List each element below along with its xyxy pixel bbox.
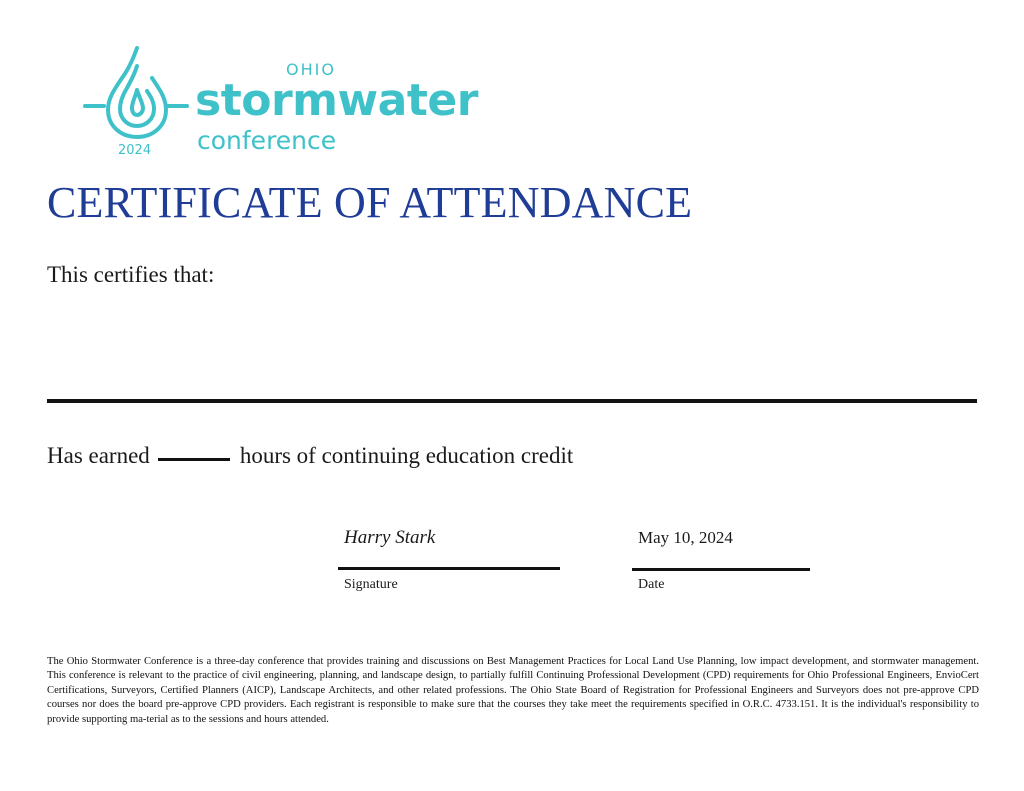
signature-label: Signature bbox=[344, 577, 398, 592]
date-value: May 10, 2024 bbox=[638, 528, 733, 547]
logo-region-text: OHIO bbox=[286, 60, 336, 79]
hours-earned-statement bbox=[47, 443, 573, 469]
logo-name-text: stormwater bbox=[195, 75, 478, 126]
water-drop-icon bbox=[82, 42, 192, 152]
recipient-name-line bbox=[47, 399, 977, 403]
earned-suffix: hours of continuing education credit bbox=[239, 443, 574, 468]
signature-line bbox=[338, 567, 560, 570]
hours-blank-line bbox=[158, 458, 230, 461]
footer-disclaimer: The Ohio Stormwater Conference is a three-day conference that provides training and discussions on Best Management Practices for Local Land Use Planning, low impact development, and stormwater management. This conference is relevant to the practice of civil engineering, planning, and landscape design, to partially fulfill Continuing Professional Development (CPD) requirements for Ohio Professional Engineers, EnvioCert Certifications, Surveyors, Certified Planners (AICP), Landscape Architects, and other related professions. The Ohio State Board of Registration for Professional Engineers and Surveyors does not pre-approve CPD courses nor does the board pre-approve CPD providers. Each registrant is responsible to make sure that the courses they take meet the requirements specified in O.R.C. 4733.151. It is the individual's responsibility to provide supporting ma-terial as to the sessions and hours attended. bbox=[47, 656, 979, 725]
certifies-text: This certifies that: bbox=[47, 262, 215, 287]
earned-prefix: Has earned bbox=[47, 443, 150, 468]
signature-value: Harry Stark bbox=[344, 527, 436, 548]
conference-logo bbox=[82, 42, 512, 162]
logo-subtitle-text: conference bbox=[197, 126, 337, 155]
certificate-title: CERTIFICATE OF ATTENDANCE bbox=[47, 178, 693, 227]
logo-year-text: 2024 bbox=[118, 143, 152, 158]
date-line bbox=[632, 568, 810, 571]
date-label: Date bbox=[638, 577, 665, 592]
